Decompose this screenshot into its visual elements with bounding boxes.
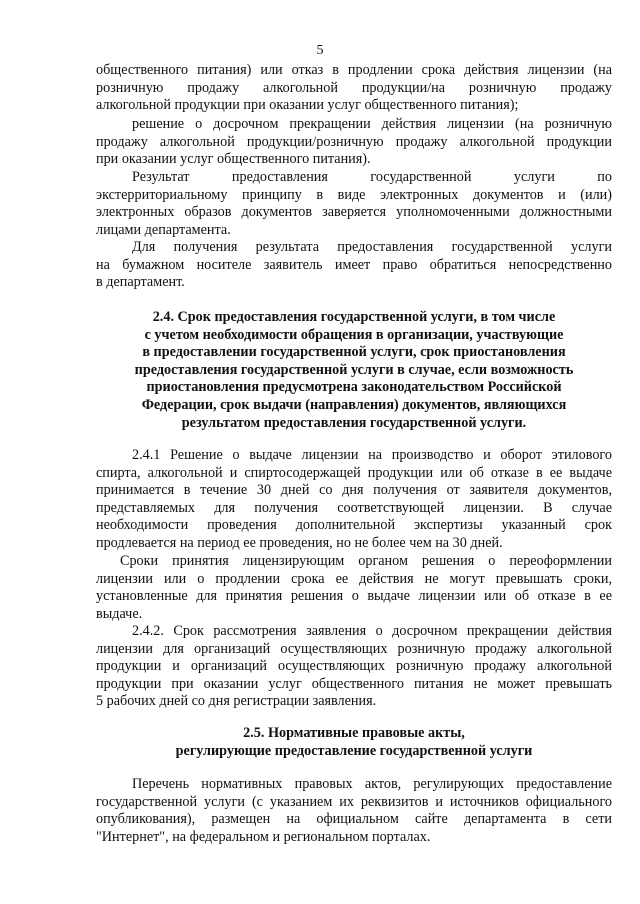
heading-line: приостановления предусмотрена законодательством Российской — [146, 379, 562, 396]
paragraph-2-5 — [96, 776, 612, 846]
paragraph-2-4-2 — [96, 623, 612, 711]
paragraph-result-electronic — [96, 169, 612, 239]
text-line: в департамент. — [96, 274, 185, 291]
text-line: выдаче. — [96, 605, 143, 622]
heading-line: с учетом необходимости обращения в организации, участвующие — [144, 326, 564, 343]
paragraph-license-refusal — [96, 62, 612, 115]
text-line: лицензии для организаций осуществляющих розничную продажу алкогольной — [96, 640, 612, 657]
heading-line: результатом предоставления государственной услуги. — [181, 414, 527, 431]
text-line: на бумажном носителе заявитель имеет право обратиться непосредственно — [96, 256, 612, 273]
text-line: лицами департамента. — [96, 221, 231, 238]
text-line: при оказании услуг общественного питания). — [96, 151, 371, 168]
text-line: Результат предоставления государственной услуги по — [132, 169, 612, 185]
text-line: опубликования), размещен на официальном сайте департамента в сети — [96, 811, 612, 828]
text-line: Для получения результата предоставления государственной услуги — [132, 239, 612, 255]
text-line: лицензии или о продлении срока ее действия не могут превышать сроки, — [96, 570, 612, 587]
text-line: "Интернет", на федеральном и региональном порталах. — [96, 828, 431, 845]
heading-line: в предоставлении государственной услуги, срок приостановления — [142, 344, 566, 361]
text-line: установленные для принятия решения о выдаче лицензии или об отказе в ее — [96, 588, 612, 605]
text-line: экстерриториальному принципу в виде электронных документов и (или) — [96, 186, 612, 203]
paragraph-reissue-terms — [96, 553, 612, 623]
text-line: необходимости проведения дополнительной экспертизы указанный срок — [96, 517, 612, 534]
heading-line: предоставления государственной услуги в случае, если возможность — [134, 361, 574, 378]
text-line: 5 рабочих дней со дня регистрации заявления. — [96, 693, 377, 710]
text-line: продукции и организаций осуществляющих розничную продажу алкогольной — [96, 658, 612, 675]
paragraph-early-termination — [96, 116, 612, 169]
heading-line: Федерации, срок выдачи (направления) документов, являющихся — [141, 396, 567, 413]
text-line: розничную продажу алкогольной продукции/на розничную продажу — [96, 79, 612, 96]
paragraph-2-4-1 — [96, 447, 612, 553]
text-line: государственной услуги (с указанием их реквизитов и источников официального — [96, 793, 612, 810]
text-line: продлевается на период ее проведения, но не более чем на 30 дней. — [96, 534, 503, 551]
text-line: общественного питания) или отказ в продлении срока действия лицензии (на — [96, 62, 612, 78]
text-line: электронных образов документов заверяется уполномоченными должностными — [96, 204, 612, 221]
text-line: продажу алкогольной продукции/розничную продажу алкогольной продукции — [96, 133, 612, 150]
text-line: Сроки принятия лицензирующим органом решения о переоформлении — [120, 553, 612, 569]
text-line: спирта, алкогольной и спиртосодержащей продукции или об отказе в ее выдаче — [96, 464, 612, 481]
text-line: Перечень нормативных правовых актов, регулирующих предоставление — [132, 776, 612, 792]
heading-line: 2.5. Нормативные правовые акты, — [243, 725, 465, 741]
text-line: 2.4.2. Срок рассмотрения заявления о досрочном прекращении действия — [132, 623, 612, 639]
text-line: продукции при оказании услуг общественного питания не может превышать — [96, 675, 612, 692]
heading-line: регулирующие предоставление государственной услуги — [175, 742, 533, 759]
text-line: решение о досрочном прекращении действия лицензии (на розничную — [132, 116, 612, 132]
paragraph-result-paper — [96, 239, 612, 292]
text-line: 2.4.1 Решение о выдаче лицензии на производство и оборот этилового — [132, 447, 612, 463]
page-number: 5 — [316, 43, 324, 58]
text-line: принимается в течение 30 дней со дня получения от заявителя документов, — [96, 482, 612, 499]
heading-line: 2.4. Срок предоставления государственной услуги, в том числе — [152, 309, 556, 325]
text-line: алкогольной продукции при оказании услуг общественного питания); — [96, 97, 519, 114]
section-heading-2-4 — [96, 309, 612, 432]
text-line: представляемых для получения соответствующей лицензии. В случае — [96, 499, 612, 516]
section-heading-2-5 — [96, 725, 612, 760]
